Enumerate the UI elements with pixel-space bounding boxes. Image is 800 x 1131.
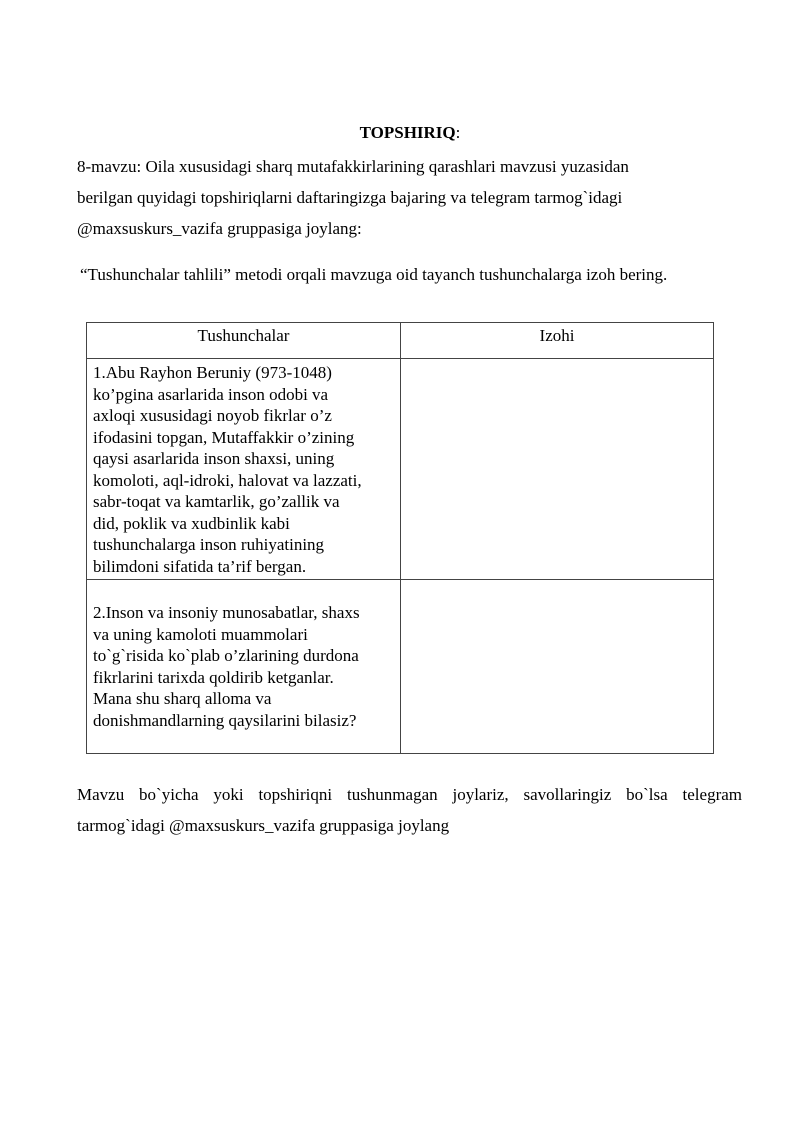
intro-line: berilgan quyidagi topshiriqlarni daftaringizga bajaring va telegram tarmog`idagi <box>77 188 623 207</box>
concept-line: to`g`risida ko`plab o’zlarining durdona <box>93 646 359 665</box>
intro-line: @maxsuskurs_vazifa gruppasiga joylang: <box>77 219 362 238</box>
concept-line: donishmandlarning qaysilarini bilasiz? <box>93 710 357 730</box>
method-instruction: “Tushunchalar tahlili” metodi orqali mavzuga oid tayanch tushunchalarga izoh bering. <box>80 265 668 284</box>
concept-line: 2.Inson va insoniy munosabatlar, shaxs <box>93 603 360 622</box>
concept-line: qaysi asarlarida inson shaxsi, uning <box>93 449 335 468</box>
concept-line: tushunchalarga inson ruhiyatining <box>93 535 325 554</box>
header-explanation: Izohi <box>401 323 714 359</box>
concept-line: Mana shu sharq alloma va <box>93 689 272 708</box>
intro-line: 8-mavzu: Oila xususidagi sharq mutafakkirlarining qarashlari mavzusi yuzasidan <box>77 157 629 176</box>
footer-line: Mavzu bo`yicha yoki topshiriqni tushunmagan joylariz, savollaringiz bo`lsa telegram <box>77 785 742 804</box>
table-row <box>87 359 714 580</box>
concept-line: va uning kamoloti muammolari <box>93 624 308 644</box>
concepts-table <box>86 322 714 754</box>
concept-cell <box>87 580 401 754</box>
concept-line: ko’pgina asarlarida inson odobi va <box>93 384 329 404</box>
table-header-row <box>87 323 714 359</box>
footer-note <box>77 779 742 841</box>
concept-line: 1.Abu Rayhon Beruniy (973-1048) <box>93 363 332 382</box>
concept-cell <box>87 359 401 580</box>
footer-line: tarmog`idagi @maxsuskurs_vazifa gruppasiga joylang <box>77 816 450 835</box>
page-title <box>0 122 800 144</box>
concept-line: ifodasini topgan, Mutaffakkir o’zining <box>93 427 355 447</box>
concept-line: axloqi xususidagi noyob fikrlar o’z <box>93 406 332 425</box>
title-bold-text: TOPSHIRIQ <box>359 123 456 142</box>
explanation-cell[interactable] <box>401 359 714 580</box>
concept-line: sabr-toqat va kamtarlik, go’zallik va <box>93 492 340 511</box>
concept-line: did, poklik va xudbinlik kabi <box>93 513 290 533</box>
concept-line: komoloti, aql-idroki, halovat va lazzati, <box>93 470 362 490</box>
table-row <box>87 580 714 754</box>
header-concepts: Tushunchalar <box>87 323 401 359</box>
concept-line: bilimdoni sifatida ta’rif bergan. <box>93 556 307 576</box>
title-colon: : <box>455 123 461 142</box>
explanation-cell[interactable] <box>401 580 714 754</box>
concept-line: fikrlarini tarixda qoldirib ketganlar. <box>93 667 334 687</box>
assignment-intro <box>77 151 727 244</box>
